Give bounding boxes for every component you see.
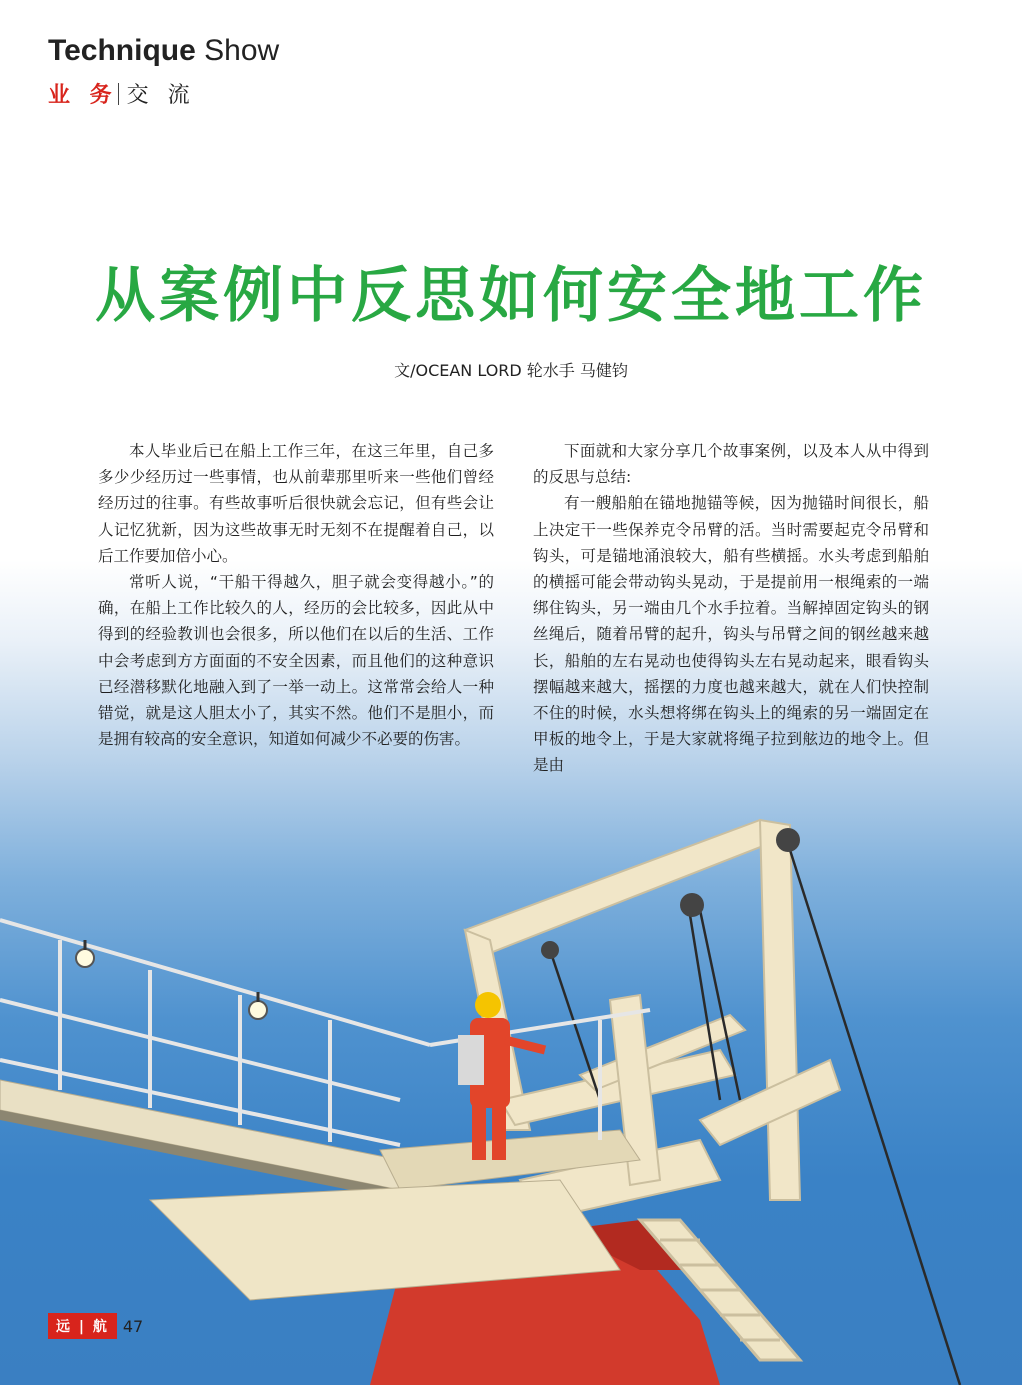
paragraph: 有一艘船舶在锚地抛锚等候，因为抛锚时间很长，船上决定干一些保养克令吊臂的活。当时需要起克令吊臂和钩头，可是锚地涌浪较大，船有些横摇。水头考虑到船舶的横摇可能会带动钩头晃动，于是提前用一根绳索的一端绑住钩头，另一端由几个水手拉着。当解掉固定钩头的钢丝绳后，随着吊臂的起升，钩头与吊臂之间的钢丝越来越长，船舶的左右晃动也使得钩头左右晃动起来，眼看钩头摆幅越来越大，摇摆的力度也越来越大，就在人们快控制不住的时候，水头想将绑在钩头上的绳索的另一端固定在甲板的地令上，于是大家就将绳子拉到舷边的地令上。但是由 — [533, 494, 929, 775]
hard-hat-icon — [475, 992, 501, 1018]
section-header-en-light: Show — [204, 34, 280, 67]
paragraph: 下面就和大家分享几个故事案例，以及本人从中得到的反思与总结: — [533, 442, 929, 487]
header-divider — [118, 83, 119, 105]
section-header-en-bold: Technique — [48, 34, 196, 67]
walkway-deck — [0, 1080, 400, 1190]
article-column-right — [533, 438, 929, 779]
crane-photo — [0, 800, 1022, 1385]
section-header-en — [48, 34, 279, 68]
article-column-left — [98, 438, 494, 752]
section-header-zh-dark: 交 流 — [126, 83, 196, 108]
section-header-zh — [48, 78, 196, 109]
article-title: 从案例中反思如何安全地工作 — [95, 261, 927, 331]
pulley-left — [541, 941, 559, 959]
page-footer — [48, 1313, 143, 1339]
magazine-badge: 远 | 航 — [48, 1313, 117, 1339]
section-header-zh-red: 业 务 — [48, 83, 118, 108]
paragraph: 本人毕业后已在船上工作三年，在这三年里，自己多多少少经历过一些事情，也从前辈那里听来一些他们曾经经历过的往事。有些故事听后很快就会忘记，但有些会让人记忆犹新，因为这些故事无时无刻不在提醒着自己，以后工作要加倍小心。 — [98, 442, 494, 565]
pulley-middle — [680, 893, 704, 917]
pulley-top — [776, 828, 800, 852]
page-number: 47 — [122, 1316, 144, 1336]
paragraph: 常听人说，“干船干得越久，胆子就会变得越小。”的确，在船上工作比较久的人，经历的会比较多，因此从中得到的经验教训也会很多，所以他们在以后的生活、工作中会考虑到方方面面的不安全因素，而且他们的这种意识已经潜移默化地融入到了一举一动上。这常常会给人一种错觉，就是这人胆太小了，其实不然。他们不是胆小，而是拥有较高的安全意识，知道如何减少不必要的伤害。 — [98, 573, 494, 749]
article-byline: 文/OCEAN LORD 轮水手 马健钧 — [394, 361, 628, 380]
